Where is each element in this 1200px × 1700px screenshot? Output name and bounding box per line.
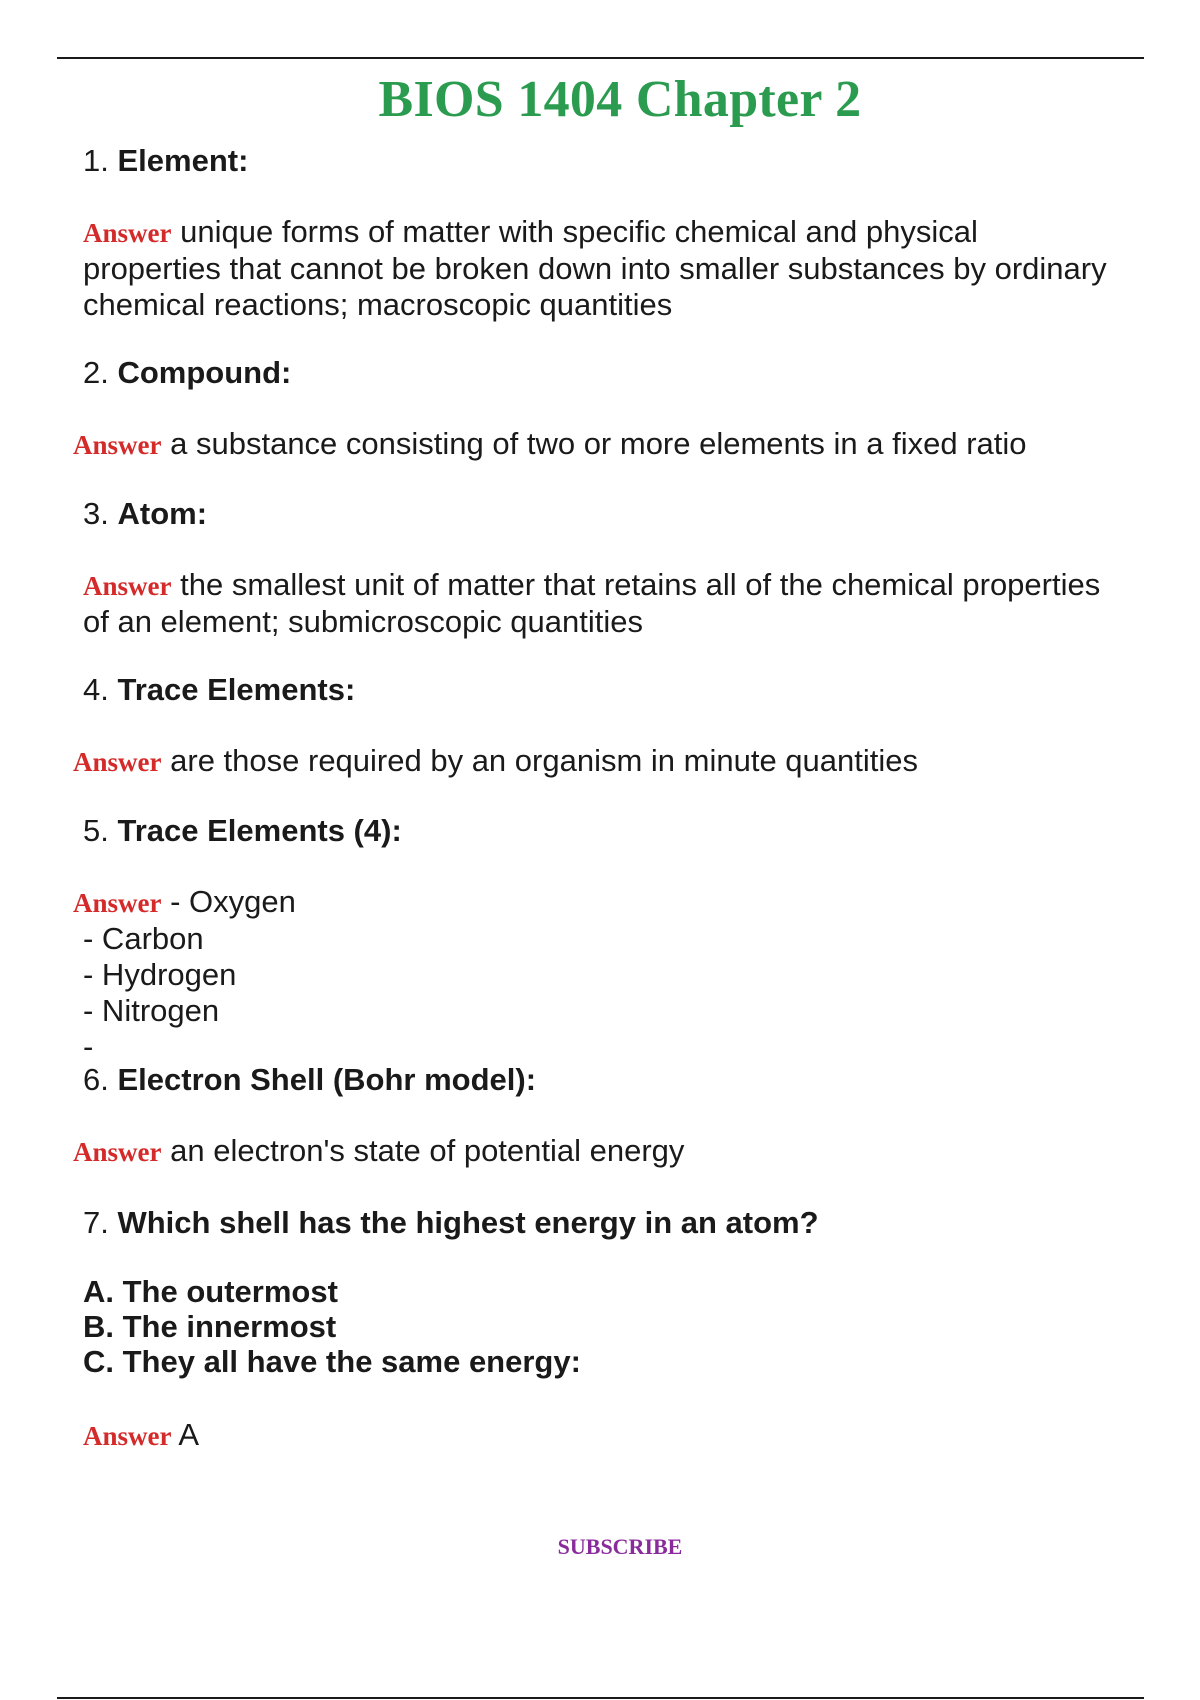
answer-text: - Nitrogen — [83, 993, 220, 1028]
answer-label: Answer — [73, 1137, 162, 1167]
question-number: 2. — [83, 355, 109, 390]
answer-text: A — [178, 1417, 200, 1452]
question-number: 6. — [83, 1062, 109, 1097]
answer-text: - Hydrogen — [83, 957, 237, 992]
answer-label: Answer — [73, 747, 162, 777]
bottom-rule — [57, 1697, 1144, 1699]
question-text: Atom: — [117, 496, 208, 531]
option-a: A. The outermost — [83, 1274, 338, 1309]
answer-text: an electron's state of potential energy — [170, 1133, 685, 1168]
answer-text: are those required by an organism in minute quantities — [170, 743, 918, 778]
answer-label: Answer — [83, 218, 172, 248]
question-text: Which shell has the highest energy in an atom? — [117, 1205, 819, 1240]
answer-6 — [73, 1133, 684, 1170]
answer-text: the smallest unit of matter that retains all of the chemical properties — [180, 567, 1101, 602]
question-number: 4. — [83, 672, 109, 707]
answer-1 — [83, 214, 1107, 323]
question-number: 5. — [83, 813, 109, 848]
option-b: B. The innermost — [83, 1309, 337, 1344]
answer-text: - Carbon — [83, 921, 204, 956]
question-5 — [83, 813, 402, 849]
top-rule — [57, 57, 1144, 59]
question-6 — [83, 1062, 536, 1098]
question-3 — [83, 496, 207, 532]
question-text: Trace Elements: — [117, 672, 356, 707]
answer-text: properties that cannot be broken down into smaller substances by ordinary — [83, 251, 1107, 286]
answer-label: Answer — [73, 430, 162, 460]
answer-5 — [73, 884, 296, 1065]
answer-label: Answer — [83, 571, 172, 601]
question-text: Compound: — [117, 355, 292, 390]
answer-2 — [73, 426, 1027, 463]
question-7 — [83, 1205, 819, 1241]
answer-7 — [83, 1417, 199, 1454]
subscribe-link[interactable]: SUBSCRIBE — [557, 1534, 683, 1559]
answer-text: - — [83, 1029, 94, 1064]
answer-text: a substance consisting of two or more elements in a fixed ratio — [170, 426, 1027, 461]
answer-3 — [83, 567, 1100, 640]
question-text: Trace Elements (4): — [117, 813, 402, 848]
question-2 — [83, 355, 291, 391]
question-4 — [83, 672, 355, 708]
question-text: Element: — [117, 143, 249, 178]
answer-label: Answer — [73, 888, 162, 918]
option-c: C. They all have the same energy: — [83, 1344, 581, 1379]
answer-text: of an element; submicroscopic quantities — [83, 604, 644, 639]
answer-text: chemical reactions; macroscopic quantities — [83, 287, 673, 322]
answer-options — [83, 1274, 581, 1379]
answer-4 — [73, 743, 918, 780]
question-text: Electron Shell (Bohr model): — [117, 1062, 537, 1097]
answer-text: unique forms of matter with specific chemical and physical — [180, 214, 978, 249]
answer-text: - Oxygen — [170, 884, 296, 919]
question-number: 3. — [83, 496, 109, 531]
question-1 — [83, 143, 248, 179]
question-number: 1. — [83, 143, 109, 178]
question-number: 7. — [83, 1205, 109, 1240]
document-title: BIOS 1404 Chapter 2 — [378, 71, 862, 128]
answer-label: Answer — [83, 1421, 172, 1451]
